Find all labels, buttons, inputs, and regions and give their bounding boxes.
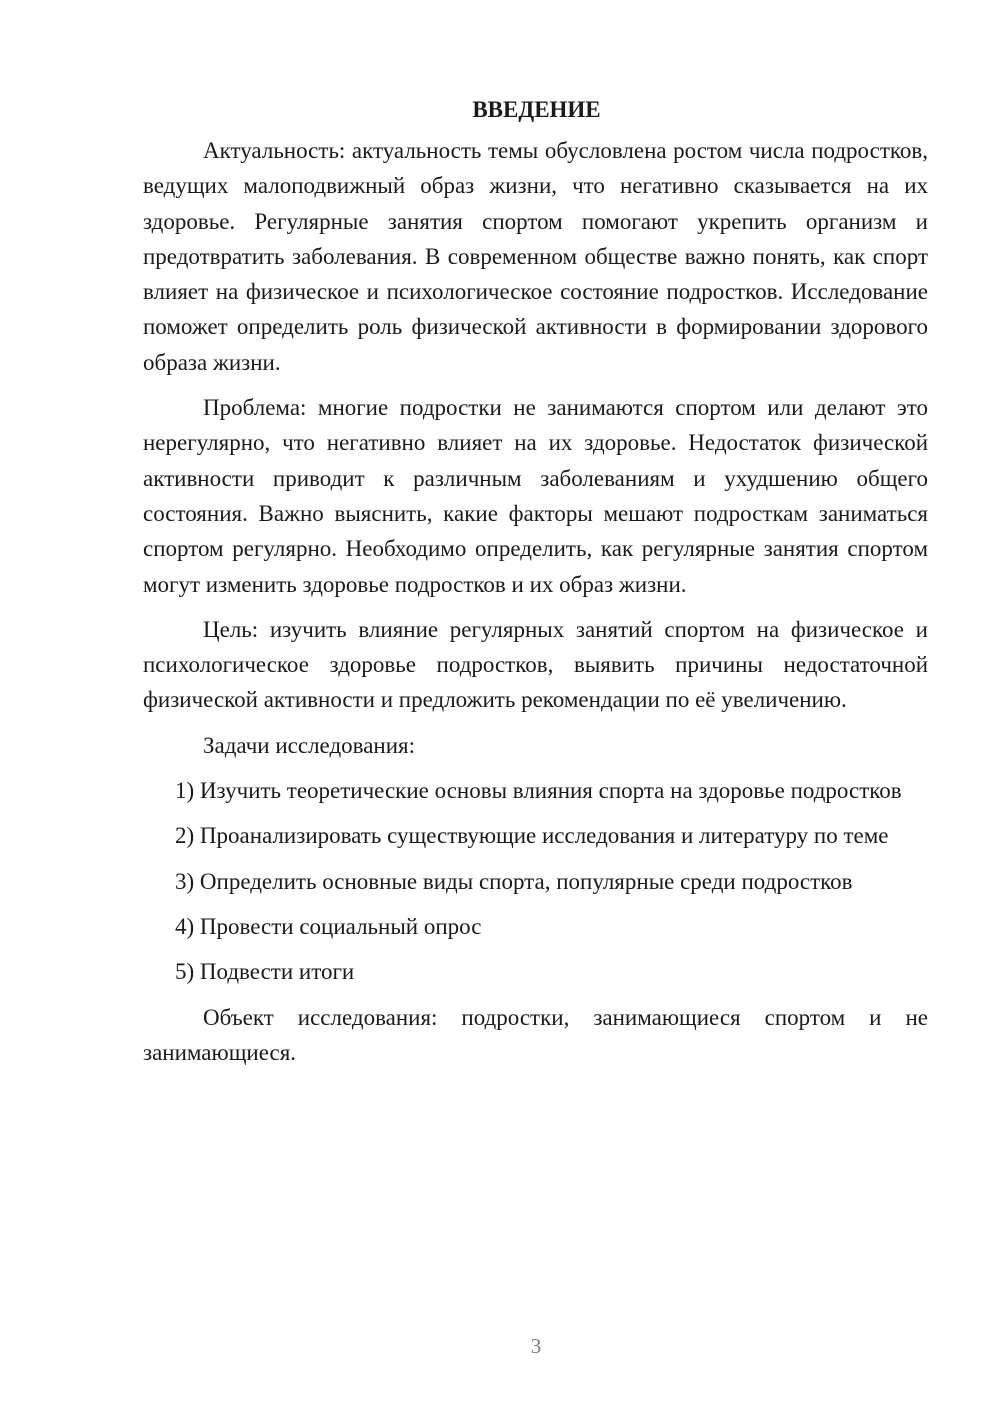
page-content <box>143 92 928 1080</box>
page-title: ВВЕДЕНИЕ <box>472 97 601 122</box>
task-item-3: 3) Определить основные виды спорта, популярные среди подростков <box>175 868 853 894</box>
task-item-1: 1) Изучить теоретические основы влияния спорта на здоровье подростков <box>175 778 902 804</box>
page-number: 3 <box>530 1334 542 1358</box>
paragraph-problem: Проблема: многие подростки не занимаются спортом или делают это нерегулярно, что негативно влияет на их здоровье. Недостаток физической активности приводит к различным заболеваниям и ухудшению общего состояния. Важно выяснить, какие факторы мешают подросткам заниматься спортом регулярно. Необходимо определить, как регулярные занятия спортом могут изменить здоровье подростков и их образ жизни. <box>143 395 928 597</box>
task-item-2: 2) Проанализировать существующие исследования и литературу по теме <box>175 823 889 849</box>
tasks-list <box>143 773 928 989</box>
paragraph-goal: Цель: изучить влияние регулярных занятий спортом на физическое и психологическое здоровье подростков, выявить причины недостаточной физической активности и предложить рекомендации по её увеличению. <box>143 616 928 713</box>
paragraph-object: Объект исследования: подростки, занимающиеся спортом и не занимающиеся. <box>143 1004 928 1065</box>
task-item-5: 5) Подвести итоги <box>175 959 355 985</box>
tasks-heading: Задачи исследования: <box>203 732 416 758</box>
task-item-4: 4) Провести социальный опрос <box>175 913 482 939</box>
paragraph-relevance: Актуальность: актуальность темы обусловлена ростом числа подростков, ведущих малоподвижный образ жизни, что негативно сказывается на их здоровье. Регулярные занятия спортом помогают укрепить организм и предотвратить заболевания. В современном обществе важно понять, как спорт влияет на физическое и психологическое состояние подростков. Исследование поможет определить роль физической активности в формировании здорового образа жизни. <box>143 138 928 375</box>
